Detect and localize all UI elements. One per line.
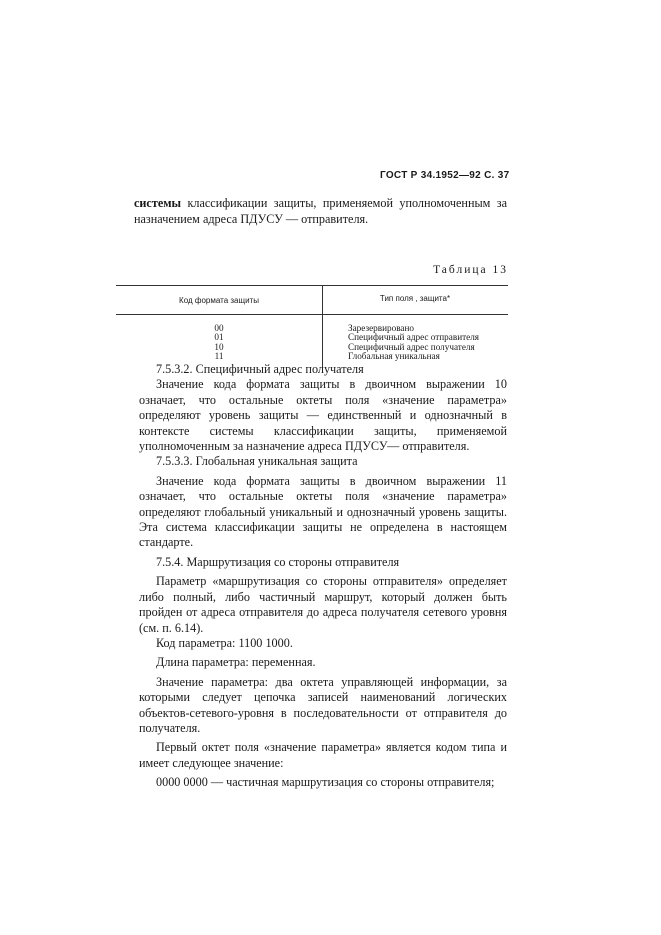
table-cell-type: Зарезервировано bbox=[348, 323, 415, 333]
table-top-rule bbox=[116, 285, 508, 286]
document-body bbox=[139, 362, 507, 791]
paragraph: Код параметра: 1100 1000. bbox=[156, 635, 293, 650]
paragraph: Значение параметра: два октета управляющей информации, за которыми следует цепочка записей наименований логических объектов-сетевого-уровня в последовательности от отправителя до получателя. bbox=[139, 674, 507, 735]
section-heading: 7.5.3.3. Глобальная уникальная защита bbox=[156, 454, 358, 469]
table-header-rule bbox=[116, 314, 508, 315]
intro-paragraph bbox=[134, 196, 507, 227]
table-cell-type: Глобальная уникальная bbox=[348, 350, 440, 361]
intro-bold-word: системы bbox=[134, 196, 182, 210]
column-header-code: Код формата защиты bbox=[179, 296, 259, 305]
paragraph: 0000 0000 — частичная маршрутизация со стороны отправителя; bbox=[156, 775, 495, 790]
code-column bbox=[116, 324, 322, 361]
security-format-table bbox=[116, 282, 508, 374]
page-header: ГОСТ Р 34.1952—92 С. 37 bbox=[380, 170, 510, 181]
section-heading: 7.5.4. Маршрутизация со стороны отправителя bbox=[156, 554, 400, 569]
table-cell-type: Специфичный адрес отправителя bbox=[348, 332, 480, 343]
paragraph: Значение кода формата защиты в двоичном выражении 11 означает, что остальные октеты поля «значение параметра» определяют глобальный уникальный и однозначный уровень защиты. Эта система классификации защиты не определена в настоящем стандарте. bbox=[139, 473, 507, 550]
table-cell-code: 00 bbox=[214, 323, 224, 333]
paragraph: Значение кода формата защиты в двоичном выражении 10 означает, что остальные октеты поля «значение параметра» определяют уровень защиты — единственный и однозначный в контексте системы классификации защиты, применяемой уполномоченным за назначение адреса ПДУСУ— отправителя. bbox=[139, 377, 507, 454]
table-cell-code: 10 bbox=[214, 341, 224, 352]
table-cell-type: Специфичный адрес получателя bbox=[348, 341, 475, 352]
table-cell-code: 11 bbox=[214, 350, 224, 361]
section-heading: 7.5.3.2. Специфичный адрес получателя bbox=[156, 362, 364, 376]
intro-text: классификации защиты, применяемой уполномоченным за назначением адреса ПДУСУ — отправителя. bbox=[134, 196, 507, 226]
table-cell-code: 01 bbox=[214, 332, 224, 343]
column-header-type: Тип поля , защита* bbox=[379, 294, 451, 303]
paragraph: Первый октет поля «значение параметра» является кодом типа и имеет следующее значение: bbox=[139, 740, 507, 770]
table-caption: Таблица 13 bbox=[433, 264, 508, 276]
paragraph: Параметр «маршрутизация со стороны отправителя» определяет либо полный, либо частичный маршрут, который должен быть пройден от адреса отправителя до адреса получателя сетевого уровня (см. п. 6.14). bbox=[139, 574, 507, 635]
type-column bbox=[348, 324, 508, 361]
paragraph: Длина параметра: переменная. bbox=[156, 655, 316, 670]
